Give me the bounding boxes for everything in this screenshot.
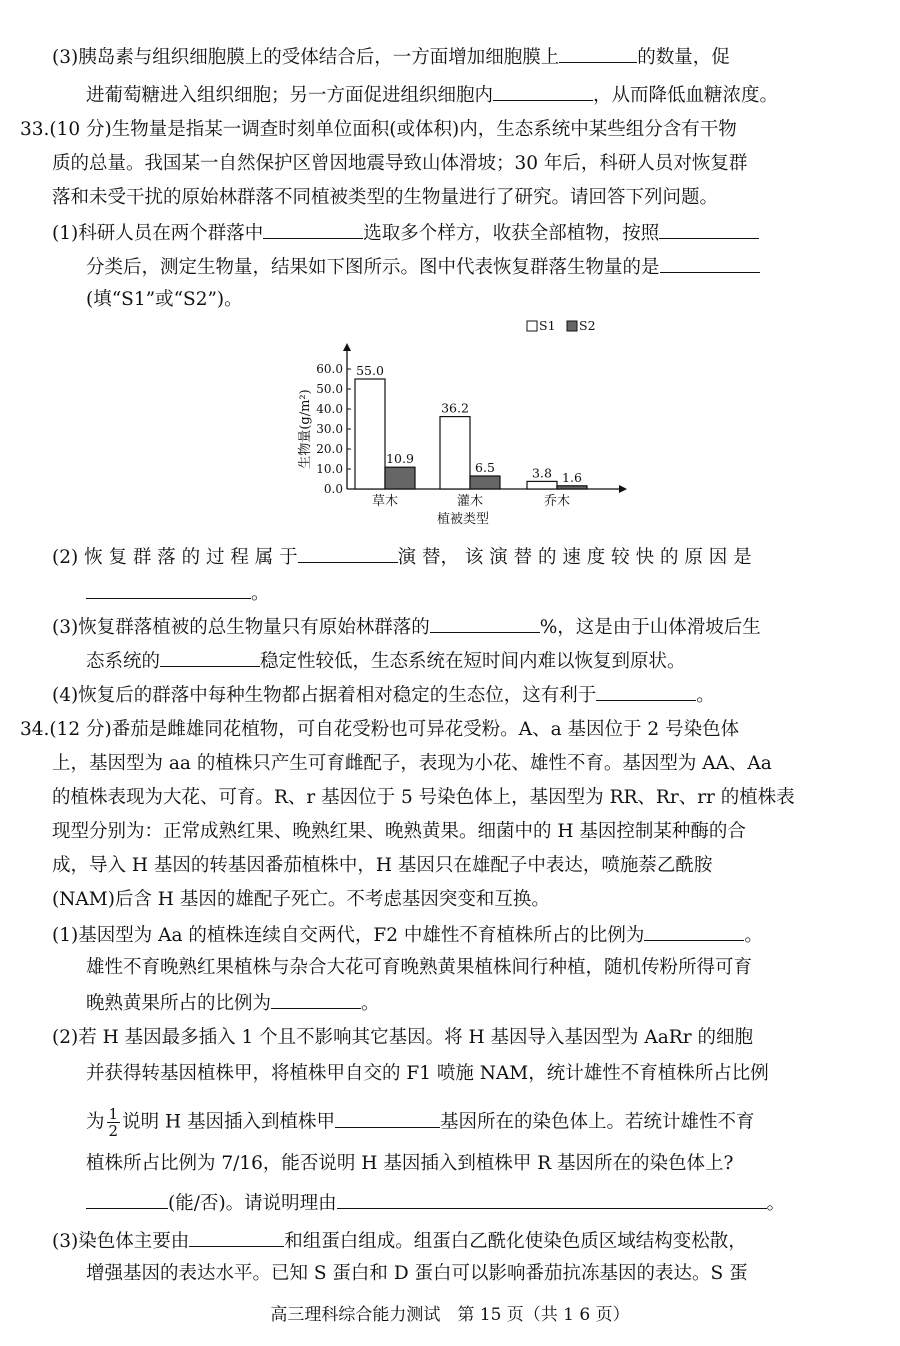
y-tick-label: 50.0 — [316, 382, 343, 396]
text-line — [86, 1152, 733, 1176]
x-axis-arrow — [619, 485, 627, 493]
answer-blank[interactable] — [430, 614, 540, 633]
text-line — [86, 580, 270, 606]
bar-s1 — [355, 379, 385, 489]
text-segment: (3)染色体主要由 — [52, 1231, 190, 1252]
text-segment: 分类后，测定生物量，结果如下图所示。图中代表恢复群落生物量的是 — [86, 257, 660, 278]
y-axis-label: 生物量(g/m²) — [298, 389, 313, 469]
y-tick-label: 0.0 — [323, 482, 343, 496]
text-line — [52, 820, 746, 844]
text-line — [86, 1262, 748, 1286]
text-segment: (填“S1”或“S2”)。 — [86, 289, 243, 310]
y-tick-label: 30.0 — [316, 422, 343, 436]
text-line — [86, 990, 380, 1016]
text-line — [52, 220, 759, 246]
y-tick-label: 60.0 — [316, 362, 343, 376]
text-segment: (3)胰岛素与组织细胞膜上的受体结合后，一方面增加细胞膜上 — [52, 47, 560, 68]
answer-blank[interactable] — [263, 220, 363, 239]
text-segment: 34.(12 分)番茄是雌雄同花植物，可自花受粉也可异花受粉。A、a 基因位于 2 号染色体 — [20, 719, 740, 740]
text-segment: 的数量，促 — [637, 47, 730, 68]
text-segment: (1)基因型为 Aa 的植株连续自交两代，F2 中雄性不育植株所占的比例为 — [52, 925, 645, 946]
text-line — [52, 1228, 747, 1254]
text-segment: 雄性不育晚熟红果植株与杂合大花可育晚熟黄果植株间行种植，随机传粉所得可育 — [86, 957, 753, 978]
text-line — [86, 1190, 785, 1216]
text-segment: 33.(10 分)生物量是指某一调查时刻单位面积(或体积)内，生态系统中某些组分含有干物 — [20, 119, 737, 140]
text-line — [52, 922, 763, 948]
answer-blank[interactable] — [493, 82, 593, 101]
text-segment: 和组蛋白组成。组蛋白乙酰化使染色质区域结构变松散， — [284, 1231, 747, 1252]
text-segment: (能/否)。请说明理由 — [168, 1193, 337, 1214]
text-line — [86, 956, 752, 980]
answer-blank[interactable] — [86, 1190, 168, 1209]
text-segment: 现型分别为：正常成熟红果、晚熟红果、晚熟黄果。细菌中的 H 基因控制某种酶的合 — [52, 821, 746, 842]
text-line — [52, 186, 718, 210]
text-line — [52, 682, 715, 708]
answer-blank[interactable] — [298, 544, 398, 563]
text-line — [52, 614, 761, 640]
text-segment: 。 — [744, 925, 763, 946]
answer-blank[interactable] — [86, 580, 251, 599]
text-line — [52, 1026, 753, 1050]
text-line — [52, 752, 772, 776]
text-segment: 演 替， 该 演 替 的 速 度 较 快 的 原 因 是 — [397, 547, 752, 568]
text-line — [86, 82, 778, 108]
text-line — [86, 1106, 754, 1139]
text-segment: %，这是由于山体滑坡后生 — [539, 617, 761, 638]
bar-value-label: 3.8 — [532, 465, 552, 481]
fraction — [107, 1106, 121, 1139]
text-segment: 质的总量。我国某一自然保护区曾因地震导致山体滑坡；30 年后，科研人员对恢复群 — [52, 153, 748, 174]
text-segment: 进葡萄糖进入组织细胞；另一方面促进组织细胞内 — [86, 85, 494, 106]
legend-swatch-s2 — [567, 321, 577, 331]
text-line — [86, 288, 243, 312]
y-axis-arrow — [343, 343, 351, 351]
answer-blank[interactable] — [160, 648, 260, 667]
y-tick-label: 40.0 — [316, 402, 343, 416]
text-segment: 态系统的 — [86, 651, 161, 672]
page-footer: 高三理科综合能力测试 第 15 页（共 1 6 页） — [270, 1305, 630, 1325]
fraction-numerator: 1 — [108, 1105, 119, 1123]
text-segment: 上，基因型为 aa 的植株只产生可育雌配子，表现为小花、雄性不育。基因型为 AA、Aa — [52, 753, 772, 774]
bar-value-label: 36.2 — [441, 400, 469, 416]
text-segment: 成，导入 H 基因的转基因番茄植株中，H 基因只在雄配子中表达，喷施萘乙酰胺 — [52, 855, 713, 876]
text-segment: 说明 H 基因插入到植株甲 — [122, 1111, 335, 1133]
answer-blank[interactable] — [189, 1228, 284, 1247]
answer-blank[interactable] — [271, 990, 361, 1009]
text-line — [52, 544, 752, 570]
text-line — [86, 648, 686, 674]
text-segment: 。 — [251, 583, 270, 604]
text-segment: 。 — [696, 685, 715, 706]
text-line — [52, 854, 712, 878]
text-line — [52, 44, 730, 70]
text-line — [86, 1062, 769, 1086]
text-segment: ，从而降低血糖浓度。 — [593, 85, 779, 106]
bar-s2 — [557, 486, 587, 489]
answer-blank[interactable] — [660, 254, 760, 273]
text-line — [52, 888, 550, 912]
answer-blank[interactable] — [337, 1190, 767, 1209]
text-line — [20, 118, 737, 142]
x-category-label: 乔木 — [543, 494, 571, 509]
text-line — [52, 152, 747, 176]
text-segment: 基因所在的染色体上。若统计雄性不育 — [439, 1111, 755, 1133]
text-line — [20, 718, 739, 742]
text-segment: 稳定性较低，生态系统在短时间内难以恢复到原状。 — [260, 651, 686, 672]
text-segment: (4)恢复后的群落中每种生物都占据着相对稳定的生态位，这有利于 — [52, 685, 597, 706]
text-line — [86, 254, 760, 280]
bar-s1 — [527, 481, 557, 489]
bar-value-label: 1.6 — [562, 469, 582, 485]
text-segment: 为 — [86, 1111, 105, 1133]
text-segment: 植株所占比例为 7/16，能否说明 H 基因插入到植株甲 R 基因所在的染色体上? — [86, 1153, 734, 1174]
bar-s2 — [385, 467, 415, 489]
text-segment: 的植株表现为大花、可育。R、r 基因位于 5 号染色体上，基因型为 RR、Rr、rr 的植株表 — [52, 787, 795, 808]
x-axis-label: 植被类型 — [436, 512, 490, 527]
bar-s1 — [440, 417, 470, 489]
bar-value-label: 10.9 — [386, 451, 414, 467]
x-category-label: 灌木 — [456, 494, 484, 509]
text-segment: (2)若 H 基因最多插入 1 个且不影响其它基因。将 H 基因导入基因型为 AaRr 的细胞 — [52, 1027, 753, 1048]
legend-swatch-s1 — [527, 321, 537, 331]
answer-blank[interactable] — [659, 220, 759, 239]
text-segment: 落和未受干扰的原始林群落不同植被类型的生物量进行了研究。请回答下列问题。 — [52, 187, 719, 208]
text-segment: 晚熟黄果所占的比例为 — [86, 993, 272, 1014]
bar-value-label: 55.0 — [356, 363, 384, 378]
text-segment: 增强基因的表达水平。已知 S 蛋白和 D 蛋白可以影响番茄抗冻基因的表达。S 蛋 — [86, 1263, 748, 1284]
bar-s2 — [470, 476, 500, 489]
x-category-label: 草木 — [371, 494, 399, 509]
legend-label: S1 — [539, 318, 556, 333]
answer-blank[interactable] — [335, 1109, 440, 1128]
text-segment: (2) 恢 复 群 落 的 过 程 属 于 — [52, 547, 298, 568]
text-segment: 并获得转基因植株甲，将植株甲自交的 F1 喷施 NAM，统计雄性不育植株所占比例 — [86, 1063, 769, 1084]
text-segment: (1)科研人员在两个群落中 — [52, 223, 264, 244]
text-segment: 选取多个样方，收获全部植物，按照 — [363, 223, 660, 244]
text-segment: 。 — [361, 993, 380, 1014]
y-tick-label: 10.0 — [316, 462, 343, 476]
y-tick-label: 20.0 — [316, 442, 343, 456]
text-segment: 。 — [766, 1193, 786, 1214]
text-segment: (3)恢复群落植被的总生物量只有原始林群落的 — [52, 617, 430, 638]
text-line — [52, 786, 795, 810]
bar-value-label: 6.5 — [475, 460, 495, 475]
answer-blank[interactable] — [644, 922, 744, 941]
text-segment: (NAM)后含 H 基因的雄配子死亡。不考虑基因突变和互换。 — [52, 889, 550, 910]
answer-blank[interactable] — [596, 682, 696, 701]
legend-label: S2 — [579, 318, 596, 333]
fraction-denominator: 2 — [108, 1122, 119, 1140]
answer-blank[interactable] — [559, 44, 637, 63]
biomass-bar-chart — [295, 315, 635, 530]
